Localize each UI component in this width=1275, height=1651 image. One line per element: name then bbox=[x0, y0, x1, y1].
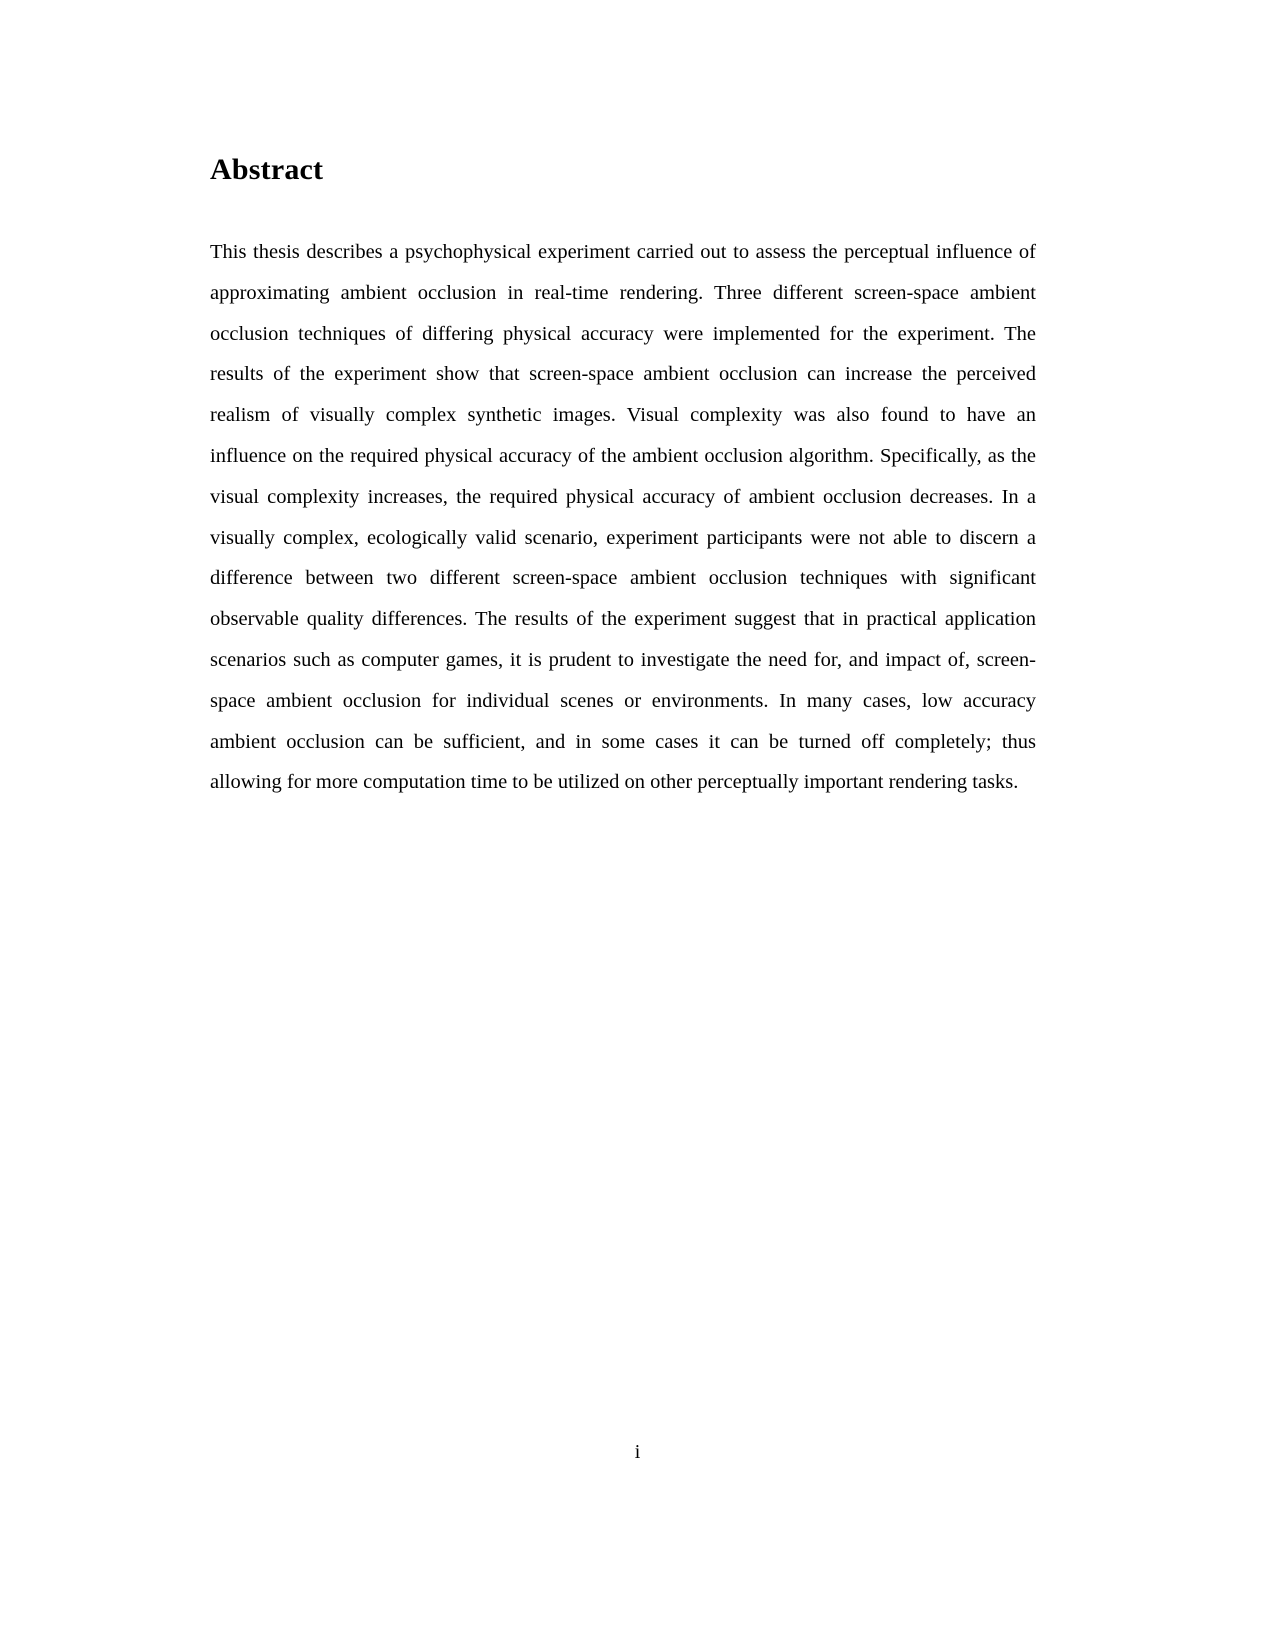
page-number: i bbox=[634, 1441, 641, 1463]
page-footer bbox=[0, 1440, 1275, 1464]
abstract-section bbox=[210, 152, 1036, 803]
abstract-body-text: This thesis describes a psychophysical experiment carried out to assess the perceptual influence of approximating ambient occlusion in real-time rendering. Three different screen-space ambient occlusion techniques of differing physical accuracy were implemented for the experiment. The results of the experiment show that screen-space ambient occlusion can increase the perceived realism of visually complex synthetic images. Visual complexity was also found to have an influence on the required physical accuracy of the ambient occlusion algorithm. Specifically, as the visual complexity increases, the required physical accuracy of ambient occlusion decreases. In a visually complex, ecologically valid scenario, experiment participants were not able to discern a difference between two different screen-space ambient occlusion techniques with significant observable quality differences. The results of the experiment suggest that in practical application scenarios such as computer games, it is prudent to investigate the need for, and impact of, screen-space ambient occlusion for individual scenes or environments. In many cases, low accuracy ambient occlusion can be sufficient, and in some cases it can be turned off completely; thus allowing for more computation time to be utilized on other perceptually important rendering tasks. bbox=[210, 241, 1036, 794]
page-title: Abstract bbox=[210, 153, 324, 186]
